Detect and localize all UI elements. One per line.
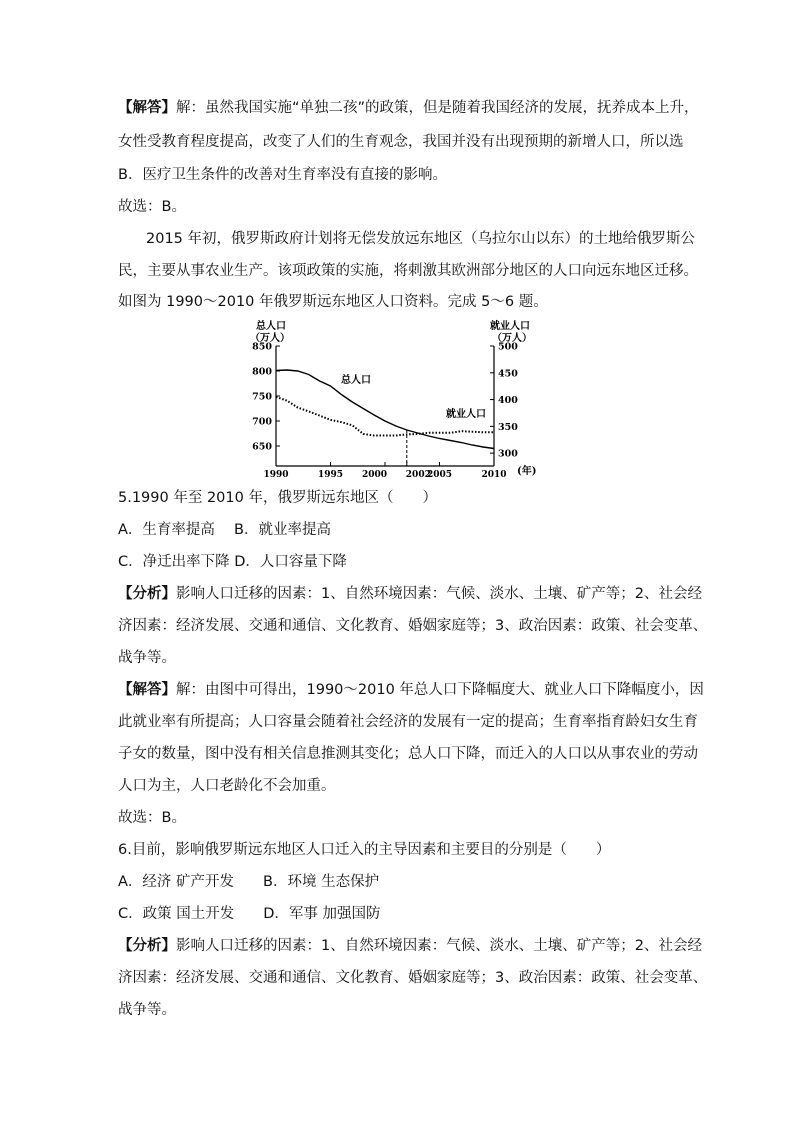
left-tick-label: 650 bbox=[252, 441, 272, 453]
text-line: 【分析】影响人口迁移的因素：1、自然环境因素：气候、淡水、土壤、矿产等；2、社会经 bbox=[118, 586, 702, 602]
text-line: 2015 年初，俄罗斯政府计划将无偿发放远东地区（乌拉尔山以东）的土地给俄罗斯公 bbox=[146, 231, 696, 247]
right-tick-label: 450 bbox=[498, 368, 518, 380]
text-line: 女性受教育程度提高，改变了人们的生育观念，我国并没有出现预期的新增人口，所以选 bbox=[118, 134, 684, 150]
text-line: 此就业率有所提高；人口容量会随着社会经济的发展有一定的提高；生育率指育龄妇女生育 bbox=[118, 714, 698, 730]
answer-tag: 【解答】 bbox=[118, 682, 176, 698]
right-tick-label: 500 bbox=[498, 341, 518, 353]
text-line: 如图为 1990～2010 年俄罗斯远东地区人口资料。完成 5～6 题。 bbox=[118, 294, 548, 310]
text-line: 济因素：经济发展、交通和通信、文化教育、婚姻家庭等；3、政治因素：政策、社会变革、 bbox=[118, 970, 708, 986]
x-tick-label: 2000 bbox=[361, 470, 387, 478]
left-tick-label: 750 bbox=[252, 391, 272, 403]
analysis-tag: 【分析】 bbox=[118, 938, 176, 954]
text-line: 民，主要从事农业生产。该项政策的实施，将刺激其欧洲部分地区的人口向远东地区迁移。 bbox=[118, 263, 698, 279]
text-line: 故选：B。 bbox=[118, 810, 186, 826]
x-axis-unit: (年) bbox=[517, 466, 537, 477]
option-line: A．经济 矿产开发 B．环境 生态保护 bbox=[118, 874, 380, 890]
x-tick-label: 2010 bbox=[481, 470, 507, 478]
right-axis-unit: （万人） bbox=[492, 333, 532, 344]
question-6: 6.目前，影响俄罗斯远东地区人口迁入的主导因素和主要目的分别是（ ） bbox=[118, 842, 611, 858]
option-line: C．净迁出率下降 D．人口容量下降 bbox=[118, 554, 347, 570]
population-chart bbox=[246, 318, 556, 478]
text-line: 【解答】解：虽然我国实施“单独二孩”的政策，但是随着我国经济的发展，抚养成本上升， bbox=[118, 100, 699, 116]
left-tick-label: 700 bbox=[252, 416, 272, 428]
x-tick-label: 2002 bbox=[405, 470, 431, 478]
left-axis-unit: （万人） bbox=[250, 333, 290, 344]
left-tick-label: 800 bbox=[252, 366, 272, 378]
text-line: 故选：B。 bbox=[118, 199, 186, 215]
text-line: 人口为主，人口老龄化不会加重。 bbox=[118, 778, 336, 794]
x-tick-label: 1990 bbox=[263, 470, 289, 478]
left-axis-title: 总人口 bbox=[256, 321, 286, 332]
right-tick-label: 400 bbox=[498, 395, 518, 407]
option-line: A．生育率提高 B．就业率提高 bbox=[118, 522, 331, 538]
x-tick-label: 2005 bbox=[426, 470, 453, 478]
text-line: 【分析】影响人口迁移的因素：1、自然环境因素：气候、淡水、土壤、矿产等；2、社会经 bbox=[118, 938, 702, 954]
x-tick-label: 1995 bbox=[317, 470, 344, 478]
right-tick-label: 300 bbox=[498, 448, 518, 460]
analysis-tag: 【分析】 bbox=[118, 586, 176, 602]
text-line: 济因素：经济发展、交通和通信、文化教育、婚姻家庭等；3、政治因素：政策、社会变革、 bbox=[118, 618, 708, 634]
right-axis-title: 就业人口 bbox=[490, 321, 530, 332]
right-tick-label: 350 bbox=[498, 421, 518, 433]
answer-tag: 【解答】 bbox=[118, 100, 176, 116]
series-label-total: 总人口 bbox=[341, 375, 371, 386]
text-line: 【解答】解：由图中可得出，1990～2010 年总人口下降幅度大、就业人口下降幅度小，因 bbox=[118, 682, 704, 698]
option-line: C．政策 国土开发 D．军事 加强国防 bbox=[118, 906, 381, 922]
text-line: 子女的数量，图中没有相关信息推测其变化；总人口下降，而迁入的人口以从事农业的劳动 bbox=[118, 746, 698, 762]
text-line: 战争等。 bbox=[118, 650, 176, 666]
question-5: 5.1990 年至 2010 年，俄罗斯远东地区（ ） bbox=[118, 490, 437, 506]
text-line: B．医疗卫生条件的改善对生育率没有直接的影响。 bbox=[118, 167, 447, 183]
left-tick-label: 850 bbox=[252, 341, 272, 353]
text-line: 战争等。 bbox=[118, 1002, 176, 1018]
series-label-employed: 就业人口 bbox=[446, 409, 486, 420]
